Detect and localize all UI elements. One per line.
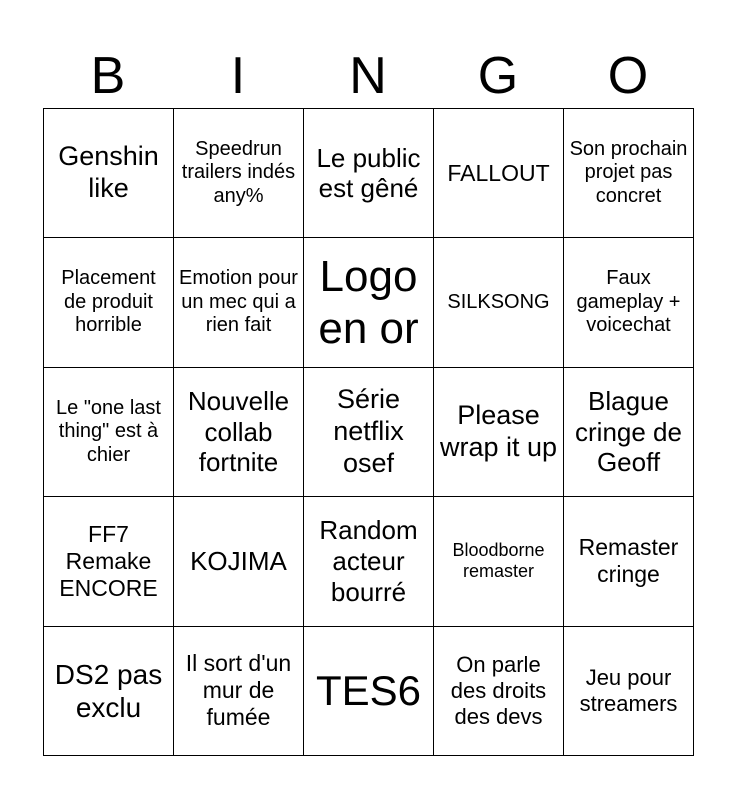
bingo-card (43, 108, 694, 756)
cell-label: Le "one last thing" est à chier (56, 396, 161, 466)
bingo-row (44, 497, 694, 626)
cell-label: Bloodborne remaster (452, 539, 545, 582)
bingo-cell (564, 238, 694, 367)
cell-label: Speedrun trailers indés any% (181, 137, 296, 207)
bingo-cell (434, 238, 564, 367)
bingo-header (43, 48, 693, 104)
bingo-cell (304, 367, 434, 496)
bingo-cell (174, 497, 304, 626)
bingo-cell (564, 497, 694, 626)
cell-label: On parle des droits des devs (450, 651, 547, 729)
cell-label: Genshin like (58, 141, 159, 204)
bingo-cell (174, 238, 304, 367)
bingo-cell (44, 238, 174, 367)
bingo-cell (44, 497, 174, 626)
cell-label: Jeu pour streamers (579, 664, 678, 716)
bingo-cell (44, 109, 174, 238)
bingo-row (44, 626, 694, 755)
cell-label: Le public est gêné (316, 142, 421, 204)
cell-label: TES6 (315, 667, 422, 714)
cell-label: Remaster cringe (578, 534, 679, 588)
cell-label: Blague cringe de Geoff (575, 385, 682, 478)
bingo-cell (174, 626, 304, 755)
bingo-cell (304, 626, 434, 755)
cell-label: Placement de produit horrible (61, 267, 156, 337)
bingo-cell (434, 626, 564, 755)
cell-label: FF7 Remake ENCORE (59, 520, 158, 601)
header-letter-b: B (90, 47, 126, 105)
bingo-cell (564, 367, 694, 496)
cell-label: Random acteur bourré (319, 515, 418, 607)
bingo-row (44, 367, 694, 496)
cell-label: Logo en or (318, 251, 419, 353)
cell-label: Il sort d'un mur de fumée (185, 650, 292, 731)
cell-label: FALLOUT (447, 159, 550, 186)
cell-label: Série netflix osef (333, 384, 404, 478)
bingo-cell-free (304, 238, 434, 367)
header-letter-o: O (607, 47, 649, 105)
bingo-row (44, 109, 694, 238)
bingo-cell (174, 109, 304, 238)
bingo-cell (304, 497, 434, 626)
cell-label: Emotion pour un mec qui a rien fait (179, 267, 298, 337)
bingo-cell (434, 367, 564, 496)
cell-label: Son prochain projet pas concret (569, 137, 688, 207)
cell-label: Please wrap it up (439, 400, 558, 462)
cell-label: Nouvelle collab fortnite (187, 385, 290, 478)
bingo-cell (174, 367, 304, 496)
bingo-cell (304, 109, 434, 238)
bingo-cell (44, 367, 174, 496)
bingo-cell (434, 497, 564, 626)
header-letter-n: N (349, 47, 387, 105)
cell-label: DS2 pas exclu (54, 658, 163, 723)
cell-label: KOJIMA (190, 546, 287, 577)
cell-label: SILKSONG (447, 290, 550, 313)
bingo-cell (44, 626, 174, 755)
bingo-cell (564, 626, 694, 755)
bingo-row (44, 238, 694, 367)
header-letter-g: G (477, 47, 519, 105)
bingo-cell (564, 109, 694, 238)
cell-label: Faux gameplay + voicechat (576, 267, 681, 337)
bingo-cell (434, 109, 564, 238)
header-letter-i: I (230, 47, 246, 105)
